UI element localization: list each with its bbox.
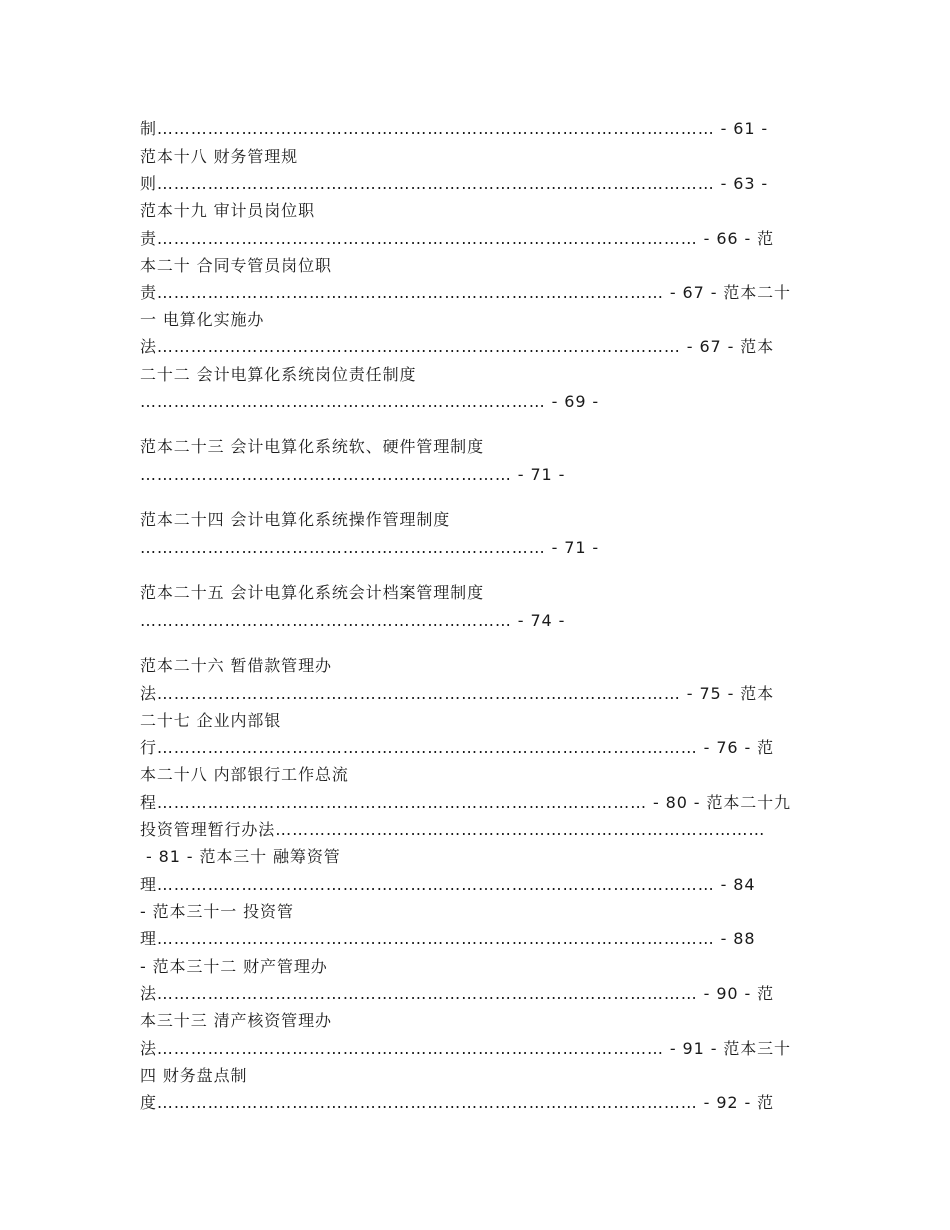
toc-line: 度…………………………………………………………………………………… - 92 - 范	[140, 1093, 775, 1112]
toc-line: 程…………………………………………………………………………… - 80 - 范本二十九	[140, 793, 791, 812]
toc-line: 法………………………………………………………………………………… - 75 - 范本	[140, 684, 775, 703]
toc-line: 范本二十三 会计电算化系统软、硬件管理制度	[140, 437, 484, 456]
toc-line: 本三十三 清产核资管理办	[140, 1011, 332, 1030]
toc-line: 本二十八 内部银行工作总流	[140, 765, 349, 784]
toc-line: ……………………………………………………………… - 71 -	[140, 538, 600, 557]
toc-line: ……………………………………………………………… - 69 -	[140, 392, 600, 411]
toc-line: 法………………………………………………………………………………… - 67 - 范本	[140, 337, 775, 356]
toc-line: 理……………………………………………………………………………………… - 84	[140, 875, 756, 894]
toc-line: 范本十八 财务管理规	[140, 147, 299, 166]
toc-line: ………………………………………………………… - 71 -	[140, 465, 566, 484]
toc-line: 则……………………………………………………………………………………… - 63 -	[140, 174, 769, 193]
toc-line: - 范本三十一 投资管	[140, 902, 294, 921]
toc-line: 一 电算化实施办	[140, 310, 265, 329]
toc-line: 责…………………………………………………………………………………… - 66 - 范	[140, 229, 775, 248]
toc-line: - 范本三十二 财产管理办	[140, 957, 328, 976]
toc-line: 法…………………………………………………………………………………… - 90 - 范	[140, 984, 775, 1003]
toc-line: 二十二 会计电算化系统岗位责任制度	[140, 365, 417, 384]
toc-line: 范本二十五 会计电算化系统会计档案管理制度	[140, 583, 484, 602]
toc-line: ………………………………………………………… - 74 -	[140, 611, 566, 630]
toc-line: 行…………………………………………………………………………………… - 76 - 范	[140, 738, 775, 757]
toc-line: - 81 - 范本三十 融筹资管	[140, 847, 341, 866]
toc-line: 二十七 企业内部银	[140, 711, 282, 730]
toc-line: 理……………………………………………………………………………………… - 88	[140, 929, 756, 948]
toc-line: 投资管理暂行办法……………………………………………………………………………	[140, 820, 766, 839]
toc-line: 制……………………………………………………………………………………… - 61 -	[140, 119, 769, 138]
toc-line: 责……………………………………………………………………………… - 67 - 范本二十	[140, 283, 791, 302]
toc-line: 本二十 合同专管员岗位职	[140, 256, 332, 275]
toc-line: 范本二十六 暂借款管理办	[140, 656, 332, 675]
toc-line: 范本二十四 会计电算化系统操作管理制度	[140, 510, 451, 529]
toc-line: 四 财务盘点制	[140, 1066, 248, 1085]
toc-line: 范本十九 审计员岗位职	[140, 201, 315, 220]
toc-line: 法……………………………………………………………………………… - 91 - 范本三十	[140, 1039, 791, 1058]
